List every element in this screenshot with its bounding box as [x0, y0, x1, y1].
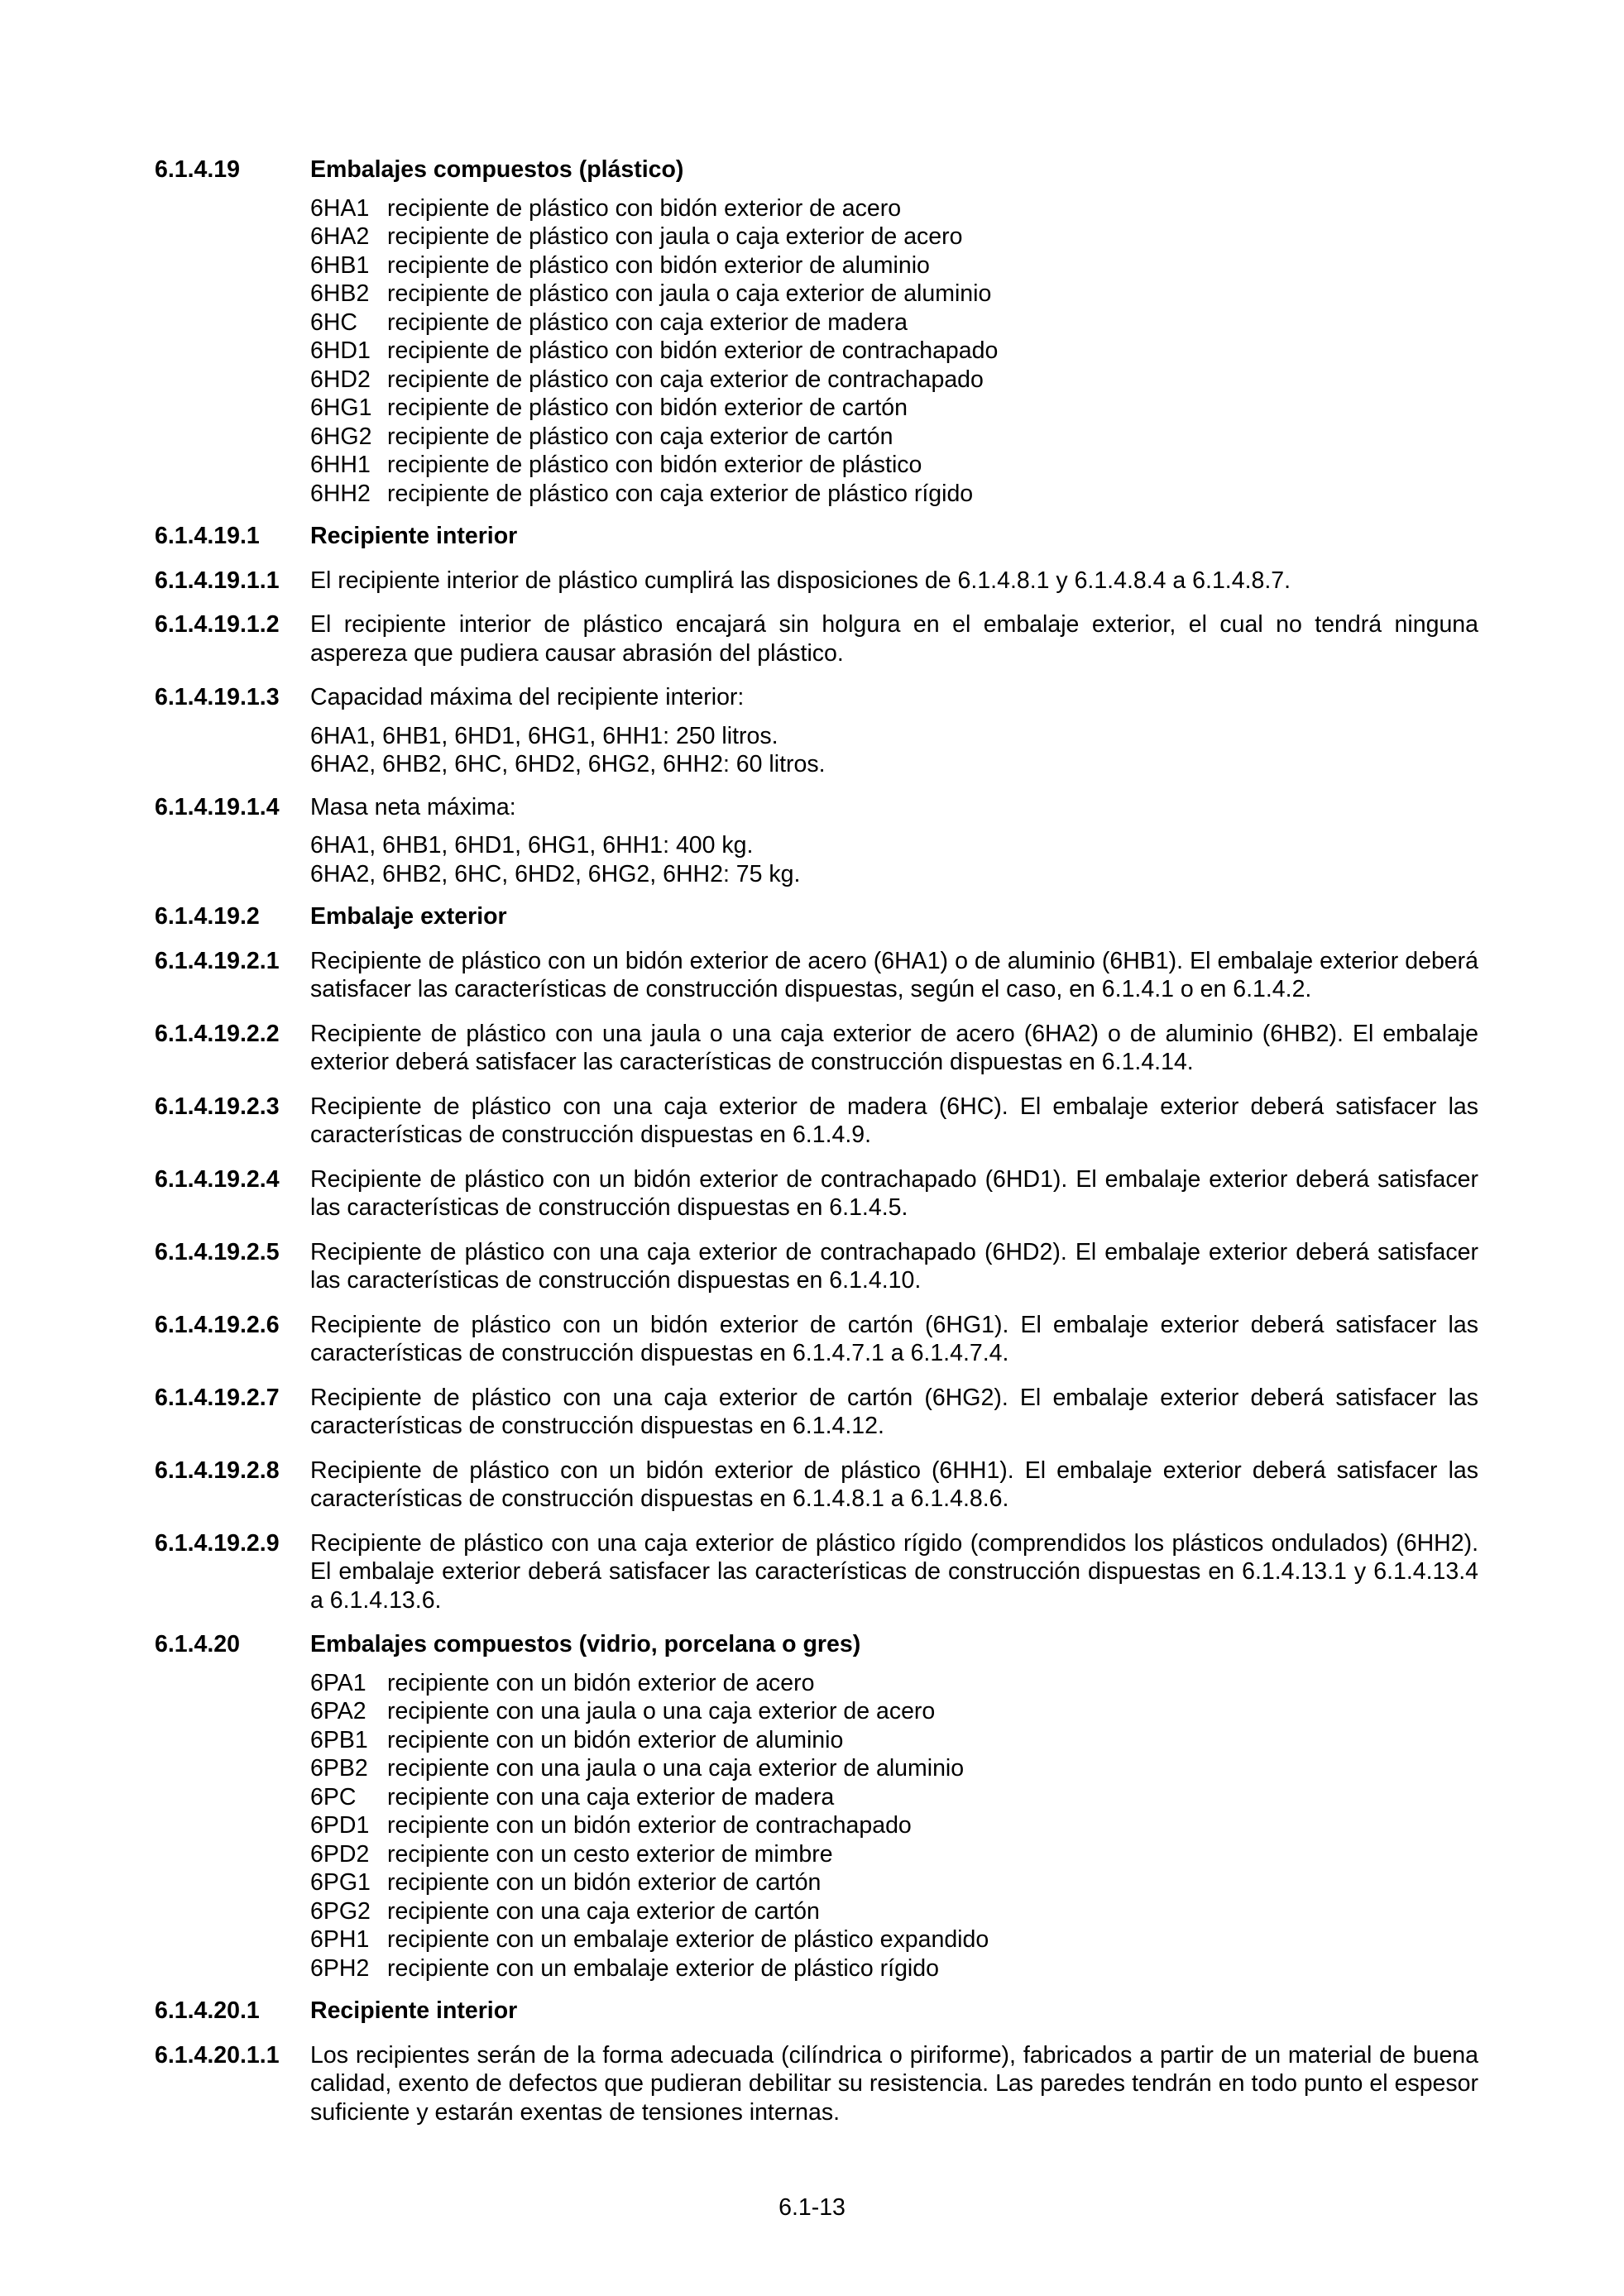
- paragraph-number: 6.1.4.19.2.4: [155, 1165, 280, 1193]
- list-item: [310, 1954, 1478, 1983]
- list-item: [310, 280, 1478, 309]
- section-heading: [155, 902, 1478, 931]
- section-title: Recipiente interior: [310, 523, 518, 549]
- item-code: 6PB2: [310, 1755, 368, 1782]
- item-code: 6HB1: [310, 251, 370, 279]
- list-item: [310, 1811, 1478, 1840]
- list-item: [310, 1897, 1478, 1926]
- paragraph: [155, 1311, 1478, 1368]
- paragraph-number: 6.1.4.19.2.7: [155, 1384, 280, 1411]
- item-description: recipiente con una caja exterior de madera: [387, 1783, 835, 1810]
- list-item: [310, 480, 1478, 509]
- paragraph: [155, 947, 1478, 1004]
- list-item: [310, 194, 1478, 223]
- item-description: recipiente con un cesto exterior de mimbre: [387, 1840, 833, 1868]
- item-code: 6PA1: [310, 1669, 366, 1696]
- paragraph: [155, 1165, 1478, 1222]
- paragraph-number: 6.1.4.19.2.8: [155, 1457, 280, 1484]
- paragraph: [155, 683, 1478, 712]
- page-number: 6.1-13: [778, 2194, 846, 2221]
- list-item: [310, 394, 1478, 423]
- paragraph-number: 6.1.4.19.2.9: [155, 1529, 280, 1557]
- paragraph-text: Recipiente de plástico con una caja exterior de plástico rígido (comprendidos los plásticos ondulados) (6HH2). El embalaje exterior deberá satisfacer las características de construcción dispuestas en 6.1.4.13.1 y 6.1.4.13.4 a 6.1.4.13.6.: [310, 1529, 1478, 1614]
- item-code: 6HG2: [310, 423, 372, 450]
- section-heading: [155, 522, 1478, 551]
- paragraph-number: 6.1.4.19.2.2: [155, 1020, 280, 1047]
- list-item: [310, 337, 1478, 366]
- item-code: 6PC: [310, 1783, 357, 1810]
- section-number: 6.1.4.19.1: [155, 523, 260, 549]
- item-code: 6HH2: [310, 480, 371, 507]
- list-item: [310, 1925, 1478, 1954]
- paragraph-number: 6.1.4.19.1.3: [155, 684, 280, 710]
- paragraph-number: 6.1.4.19.1.2: [155, 611, 280, 638]
- paragraph-text: Recipiente de plástico con una caja exterior de cartón (6HG2). El embalaje exterior deberá satisfacer las características de construcción dispuestas en 6.1.4.12.: [310, 1384, 1478, 1439]
- list-item: [310, 423, 1478, 452]
- item-description: recipiente de plástico con bidón exterior de plástico: [387, 452, 922, 478]
- paragraph-text: Recipiente de plástico con un bidón exterior de plástico (6HH1). El embalaje exterior deberá satisfacer las características de construcción dispuestas en 6.1.4.8.1 a 6.1.4.8.6.: [310, 1457, 1478, 1512]
- capacity-line: 6HA1, 6HB1, 6HD1, 6HG1, 6HH1: 250 litros.: [310, 722, 778, 749]
- section-heading: [155, 155, 1478, 184]
- paragraph-number: 6.1.4.19.2.5: [155, 1238, 280, 1265]
- item-code: 6HG1: [310, 395, 372, 421]
- list-item: [310, 451, 1478, 480]
- item-description: recipiente con un embalaje exterior de plástico rígido: [387, 1954, 939, 1982]
- paragraph-text: El recipiente interior de plástico cumplirá las disposiciones de 6.1.4.8.1 y 6.1.4.8.4 a 6.1.4.8.7.: [310, 567, 1291, 594]
- item-description: recipiente de plástico con caja exterior de cartón: [387, 423, 893, 450]
- item-code: 6HA2: [310, 223, 370, 250]
- paragraph-text: Los recipientes serán de la forma adecuada (cilíndrica o piriforme), fabricados a partir de un material de buena calidad, exento de defectos que pudieran debilitar su resistencia. Las paredes tendrán en todo punto el espesor suficiente y estarán exentas de tensiones internas.: [310, 2041, 1478, 2126]
- section-number: 6.1.4.19: [155, 156, 241, 183]
- paragraph-text: Recipiente de plástico con un bidón exterior de cartón (6HG1). El embalaje exterior deberá satisfacer las características de construcción dispuestas en 6.1.4.7.1 a 6.1.4.7.4.: [310, 1311, 1478, 1366]
- item-description: recipiente de plástico con bidón exterior de acero: [387, 194, 902, 222]
- item-code: 6PG2: [310, 1897, 371, 1925]
- item-description: recipiente con un embalaje exterior de plástico expandido: [387, 1926, 989, 1953]
- item-description: recipiente de plástico con bidón exterior de cartón: [387, 395, 908, 421]
- item-description: recipiente de plástico con bidón exterior de aluminio: [387, 251, 930, 279]
- paragraph-text: Recipiente de plástico con un bidón exterior de acero (6HA1) o de aluminio (6HB1). El embalaje exterior deberá satisfacer las características de construcción dispuestas, según el caso, en 6.1.4.1 o en 6.1.4.2.: [310, 947, 1478, 1002]
- list-item: [310, 1697, 1478, 1726]
- item-description: recipiente con una jaula o una caja exterior de acero: [387, 1698, 936, 1724]
- item-description: recipiente de plástico con caja exterior de madera: [387, 309, 908, 336]
- list-item: [310, 222, 1478, 251]
- section-heading: [155, 1630, 1478, 1659]
- item-description: recipiente de plástico con jaula o caja exterior de acero: [387, 223, 963, 250]
- packaging-code-list: [310, 194, 1478, 509]
- item-code: 6HD1: [310, 337, 371, 364]
- item-description: recipiente con un bidón exterior de aluminio: [387, 1726, 844, 1753]
- section-heading: [155, 1997, 1478, 2026]
- paragraph-number: 6.1.4.19.1.1: [155, 567, 280, 594]
- paragraph-text: Recipiente de plástico con una caja exterior de contrachapado (6HD2). El embalaje exterior deberá satisfacer las características de construcción dispuestas en 6.1.4.10.: [310, 1238, 1478, 1294]
- item-description: recipiente de plástico con caja exterior de contrachapado: [387, 366, 984, 393]
- paragraph-number: 6.1.4.19.1.4: [155, 793, 280, 820]
- paragraph-number: 6.1.4.20.1.1: [155, 2041, 280, 2069]
- item-description: recipiente con un bidón exterior de contrachapado: [387, 1812, 912, 1839]
- packaging-code-list: [310, 1669, 1478, 1983]
- paragraph-text: Masa neta máxima:: [310, 793, 516, 820]
- section-number: 6.1.4.19.2: [155, 903, 260, 930]
- item-code: 6PA2: [310, 1698, 366, 1724]
- item-description: recipiente de plástico con bidón exterior de contrachapado: [387, 337, 999, 364]
- item-code: 6PD2: [310, 1840, 370, 1868]
- paragraph: [155, 567, 1478, 596]
- paragraph: [155, 1020, 1478, 1077]
- item-description: recipiente con una caja exterior de cartón: [387, 1897, 820, 1925]
- section-title: Embalaje exterior: [310, 903, 507, 930]
- page-content: [155, 155, 1478, 2142]
- paragraph-text: Recipiente de plástico con un bidón exterior de contrachapado (6HD1). El embalaje exterior deberá satisfacer las características de construcción dispuestas en 6.1.4.5.: [310, 1165, 1478, 1221]
- paragraph-number: 6.1.4.19.2.1: [155, 947, 280, 974]
- paragraph: [155, 1093, 1478, 1150]
- item-description: recipiente de plástico con jaula o caja exterior de aluminio: [387, 280, 992, 307]
- paragraph: [155, 2041, 1478, 2127]
- paragraph: [155, 1457, 1478, 1514]
- item-code: 6HH1: [310, 452, 371, 478]
- item-description: recipiente de plástico con caja exterior de plástico rígido: [387, 480, 974, 507]
- item-code: 6PB1: [310, 1726, 368, 1753]
- item-code: 6PG1: [310, 1869, 371, 1896]
- section-number: 6.1.4.20.1: [155, 1997, 260, 2024]
- mass-line: 6HA1, 6HB1, 6HD1, 6HG1, 6HH1: 400 kg.: [310, 832, 754, 859]
- section-title: Embalajes compuestos (vidrio, porcelana o gres): [310, 1631, 861, 1657]
- list-item: [310, 1669, 1478, 1698]
- list-item: [310, 366, 1478, 395]
- paragraph-text: El recipiente interior de plástico encajará sin holgura en el embalaje exterior, el cual no tendrá ninguna aspereza que pudiera causar abrasión del plástico.: [310, 611, 1478, 667]
- section-title: Embalajes compuestos (plástico): [310, 156, 684, 183]
- item-code: 6PD1: [310, 1812, 370, 1839]
- paragraph: [155, 793, 1478, 822]
- capacity-line: 6HA2, 6HB2, 6HC, 6HD2, 6HG2, 6HH2: 60 litros.: [310, 751, 826, 777]
- section-title: Recipiente interior: [310, 1997, 518, 2024]
- list-item: [310, 1783, 1478, 1812]
- paragraph-number: 6.1.4.19.2.6: [155, 1311, 280, 1338]
- item-description: recipiente con un bidón exterior de cartón: [387, 1869, 822, 1896]
- list-item: [310, 1840, 1478, 1869]
- item-description: recipiente con una jaula o una caja exterior de aluminio: [387, 1755, 965, 1782]
- item-code: 6PH1: [310, 1926, 370, 1953]
- capacity-list: [310, 722, 1478, 779]
- mass-line: 6HA2, 6HB2, 6HC, 6HD2, 6HG2, 6HH2: 75 kg.: [310, 860, 801, 887]
- paragraph: [155, 610, 1478, 667]
- item-code: 6HC: [310, 309, 358, 336]
- item-code: 6HA1: [310, 194, 370, 222]
- mass-list: [310, 831, 1478, 888]
- paragraph-text: Capacidad máxima del recipiente interior:: [310, 684, 745, 710]
- list-item: [310, 1868, 1478, 1897]
- paragraph: [155, 1529, 1478, 1615]
- paragraph: [155, 1238, 1478, 1295]
- section-number: 6.1.4.20: [155, 1631, 241, 1657]
- list-item: [310, 251, 1478, 280]
- paragraph-text: Recipiente de plástico con una caja exterior de madera (6HC). El embalaje exterior deberá satisfacer las características de construcción dispuestas en 6.1.4.9.: [310, 1093, 1478, 1148]
- paragraph: [155, 1384, 1478, 1441]
- paragraph-text: Recipiente de plástico con una jaula o una caja exterior de acero (6HA2) o de aluminio (6HB2). El embalaje exterior deberá satisfacer las características de construcción dispuestas en 6.1.4.14.: [310, 1020, 1478, 1075]
- item-code: 6PH2: [310, 1954, 370, 1982]
- item-code: 6HB2: [310, 280, 370, 307]
- list-item: [310, 1726, 1478, 1755]
- item-code: 6HD2: [310, 366, 371, 393]
- list-item: [310, 1754, 1478, 1783]
- paragraph-number: 6.1.4.19.2.3: [155, 1093, 280, 1120]
- item-description: recipiente con un bidón exterior de acero: [387, 1669, 815, 1696]
- list-item: [310, 309, 1478, 337]
